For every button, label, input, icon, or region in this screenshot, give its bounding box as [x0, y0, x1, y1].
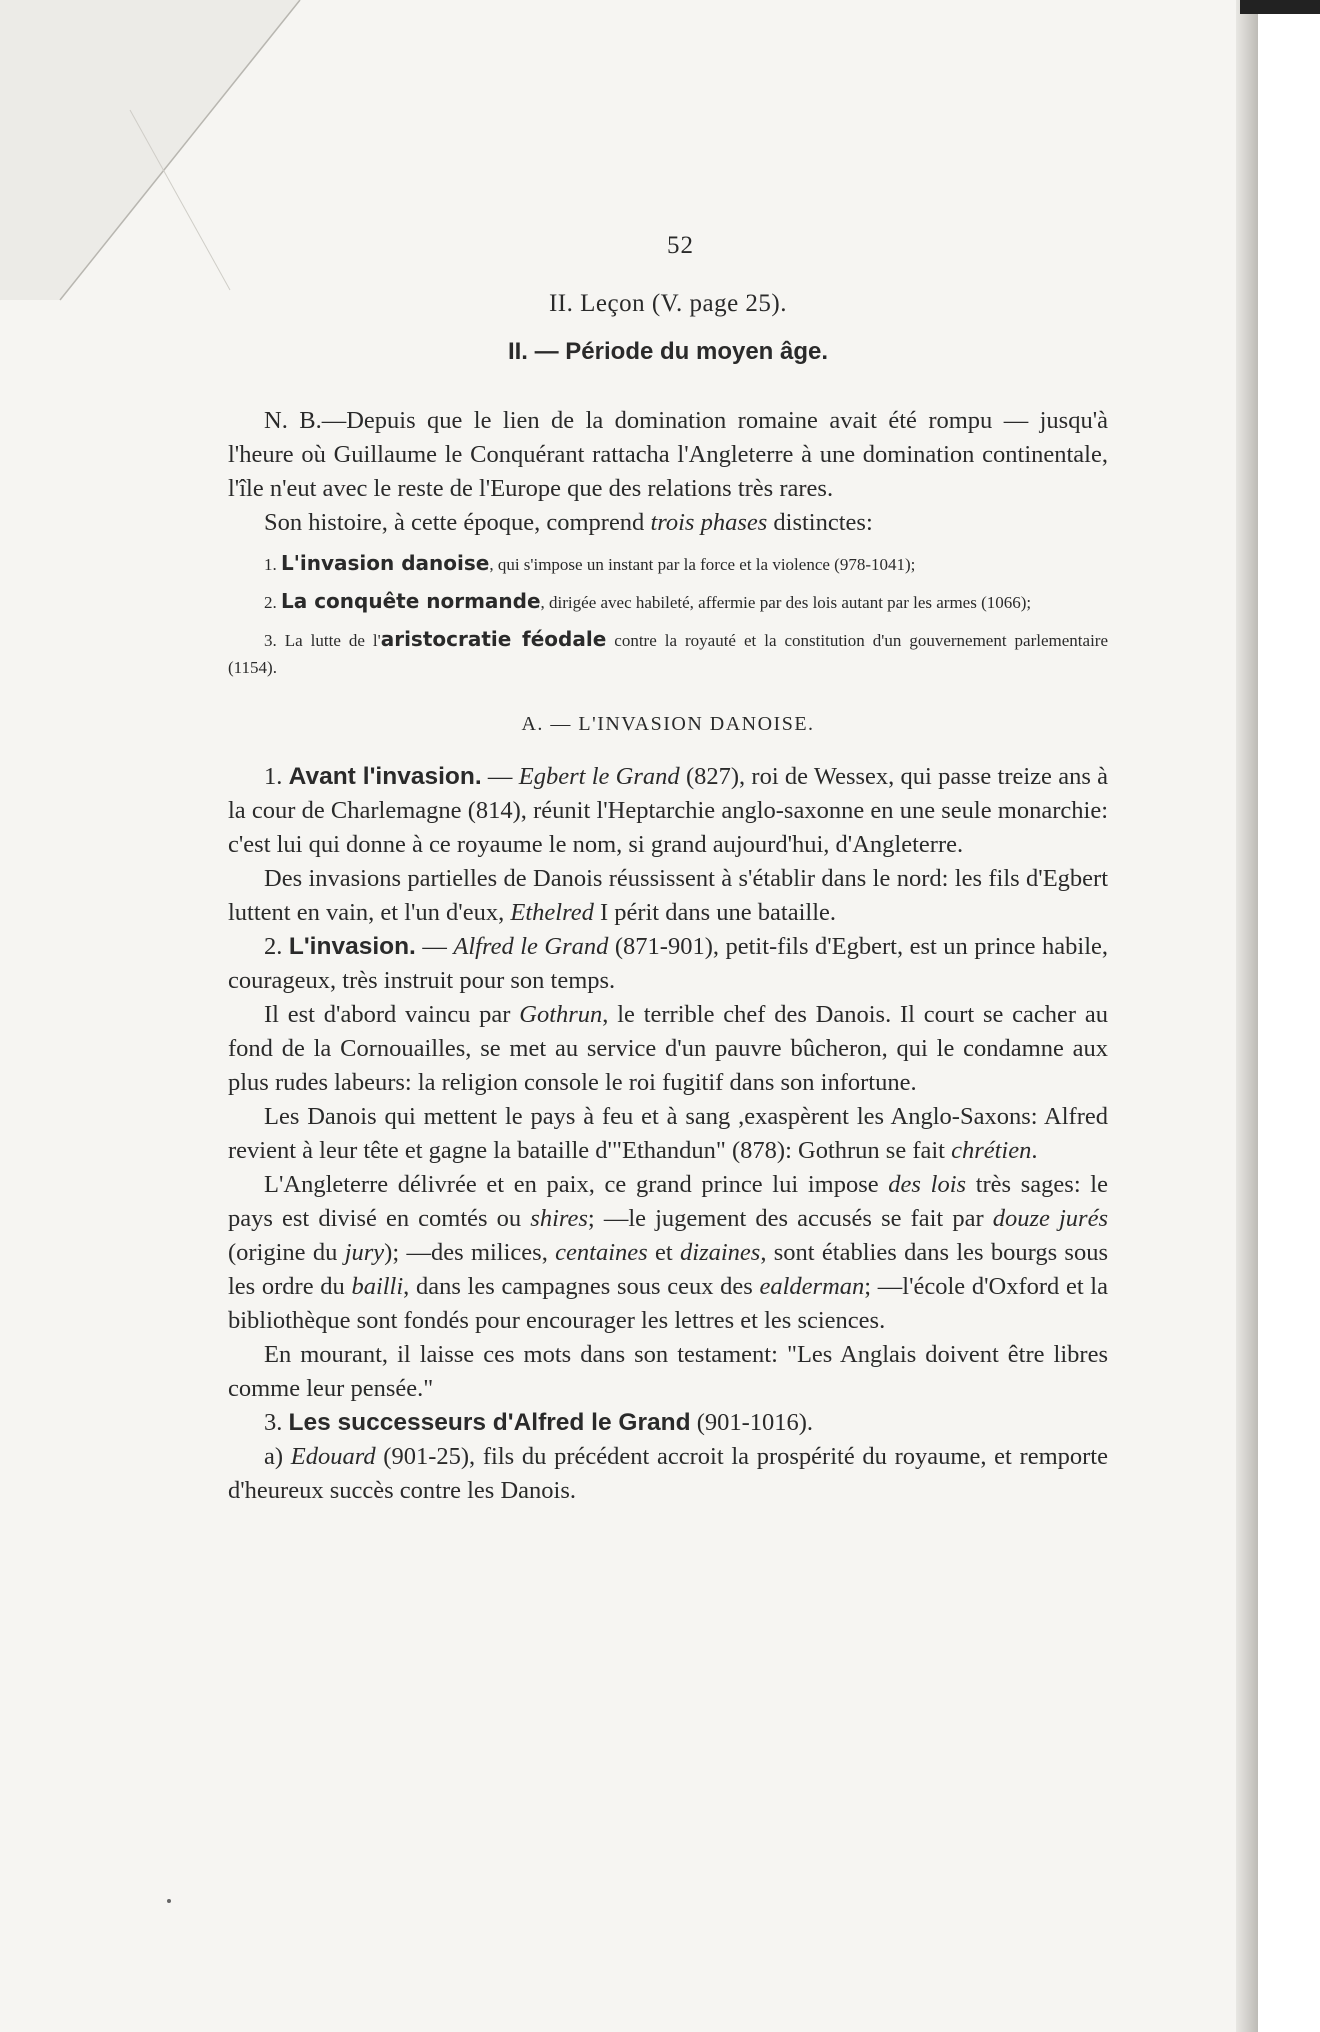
paragraph-avant-invasion: 1. Avant l'invasion. — Egbert le Grand (827), roi de Wessex, qui passe treize ans à la cour de Charlemagne (814), réunit l'Heptarchie anglo-saxonne en une seule monarchie: c'est lui qui donne à ce royaume le nom, si grand aujourd'hui, d'Angleterre. [228, 763, 1109, 858]
page-content [228, 232, 1108, 1508]
lesson-heading: II. Leçon (V. page 25). [548, 290, 788, 317]
page-edge [1236, 0, 1258, 2032]
phase-item: 2. La conquête normande, dirigée avec habileté, affermie par des lois autant par les armes (1066); [264, 589, 1032, 613]
section-heading-a: A. — L'INVASION DANOISE. [521, 713, 815, 735]
phase-item: 3. La lutte de l'aristocratie féodale contre la royauté et la constitution d'un gouvernement parlementaire (1154). [228, 627, 1109, 677]
paragraph-lois: L'Angleterre délivrée et en paix, ce grand prince lui impose des lois très sages: le pays est divisé en comtés ou shires; —le jugement des accusés se fait par douze jurés (origine du jury); —des milices, centaines et dizaines, sont établies dans les bourgs sous les ordre du bailli, dans les campagnes sous ceux des ealderman; —l'école d'Oxford et la bibliothèque sont fondés pour encourager les lettres et les sciences. [228, 1171, 1108, 1334]
ink-speck [167, 1899, 171, 1903]
paragraph-invasions-partielles: Des invasions partielles de Danois réussissent à s'établir dans le nord: les fils d'Egbert luttent en vain, et l'un d'eux, Ethelred I périt dans une bataille. [228, 865, 1108, 926]
paragraph-invasion: 2. L'invasion. — Alfred le Grand (871-901), petit-fils d'Egbert, est un prince habile, courageux, très instruit pour son temps. [228, 933, 1108, 994]
period-heading: II. — Période du moyen âge. [507, 338, 829, 365]
paragraph-testament: En mourant, il laisse ces mots dans son testament: "Les Anglais doivent être libres comme leur pensée." [228, 1341, 1108, 1402]
scan-border [1240, 0, 1320, 14]
page-number: 52 [667, 232, 694, 259]
nb-paragraph: N. B.—Depuis que le lien de la domination romaine avait été rompu — jusqu'à l'heure où Guillaume le Conquérant rattacha l'Angleterre à une domination continentale, l'île n'eut avec le reste de l'Europe que des relations très rares. [228, 407, 1108, 502]
paragraph-edouard: a) Edouard (901-25), fils du précédent accroit la prospérité du royaume, et remporte d'heureux succès contre les Danois. [228, 1443, 1108, 1504]
phase-item: 1. L'invasion danoise, qui s'impose un instant par la force et la violence (978-1041); [264, 551, 916, 575]
paragraph-danois: Les Danois qui mettent le pays à feu et à sang ,exaspèrent les Anglo-Saxons: Alfred revient à leur tête et gagne la bataille d'"Ethandun" (878): Gothrun se fait chrétien. [228, 1103, 1108, 1164]
paragraph-successeurs: 3. Les successeurs d'Alfred le Grand (901-1016). [264, 1409, 814, 1436]
phases-intro: Son histoire, à cette époque, comprend trois phases distinctes: [264, 509, 873, 536]
paragraph-gothrun: Il est d'abord vaincu par Gothrun, le terrible chef des Danois. Il court se cacher au fond de la Cornouailles, se met au service d'un pauvre bûcheron, qui le condamne aux plus rudes labeurs: la religion console le roi fugitif dans son infortune. [228, 1001, 1108, 1096]
